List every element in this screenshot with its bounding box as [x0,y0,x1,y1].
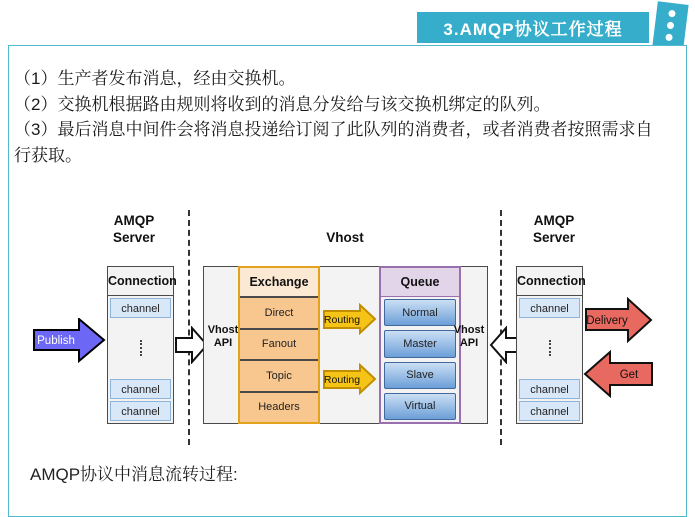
routing-arrow-top [323,303,377,336]
channel-row: channel [519,298,580,318]
exchange-type-row: Fanout [240,328,318,360]
publish-arrow-label: Publish [37,335,75,347]
dot-icon [667,22,675,30]
queue-type-row: Normal [384,299,456,326]
footer-caption: AMQP协议中消息流转过程: [30,465,238,484]
section-title: 3.AMQP协议工作过程 [443,20,623,39]
vhost-api-label-right: Vhost API [453,324,485,349]
channel-row: channel [519,401,580,421]
paragraph-line: （1）生产者发布消息，经由交换机。 [14,69,296,88]
routing-arrow-bottom [323,363,377,396]
vertical-ellipsis-badge-icon [652,1,688,49]
connection-label: Connection [517,267,582,296]
right-connection-box [516,266,586,424]
paragraph-line: 行获取。 [14,145,82,165]
exchange-type-row: Headers [240,391,318,423]
right-amqp-server-title: AMQP Server [532,213,576,245]
routing-arrow-label: Routing [323,314,361,326]
vertical-ellipsis-icon [549,340,551,356]
get-arrow-label: Get [619,369,639,381]
intro-paragraph [14,66,682,168]
channel-row: channel [110,379,171,399]
channel-row: channel [519,379,580,399]
left-amqp-server-title: AMQP Server [112,213,156,245]
section-title-banner [417,12,649,43]
paragraph-line: （2）交换机根据路由规则将收到的消息分发给与该交换机绑定的队列。 [14,94,551,114]
vhost-title: Vhost [326,230,364,245]
exchange-header: Exchange [240,268,318,296]
paragraph-line: （3）最后消息中间件会将消息投递给订阅了此队列的消费者，或者消费者按照需求自 [14,120,653,139]
delivery-arrow [585,297,653,344]
publish-arrow [33,318,106,363]
dot-icon [668,10,676,18]
vhost-api-label-left: Vhost API [207,324,239,349]
exchange-column [238,266,320,424]
channel-ellipsis [517,318,582,377]
routing-arrow-label: Routing [323,374,361,386]
delivery-arrow-label: Delivery [586,315,628,327]
channel-row: channel [110,401,171,421]
queue-header: Queue [381,268,459,297]
queue-type-row: Slave [384,362,456,389]
left-connection-box [107,266,177,424]
channel-ellipsis [108,318,173,377]
get-arrow [583,350,653,398]
connection-label: Connection [108,267,173,296]
channel-row: channel [110,298,171,318]
exchange-type-row: Topic [240,359,318,391]
queue-type-row: Master [384,330,456,357]
exchange-type-row: Direct [240,296,318,328]
queue-column [379,266,461,424]
dot-icon [665,34,673,42]
queue-type-row: Virtual [384,393,456,420]
vertical-ellipsis-icon [140,340,142,356]
vhost-box [203,266,488,424]
